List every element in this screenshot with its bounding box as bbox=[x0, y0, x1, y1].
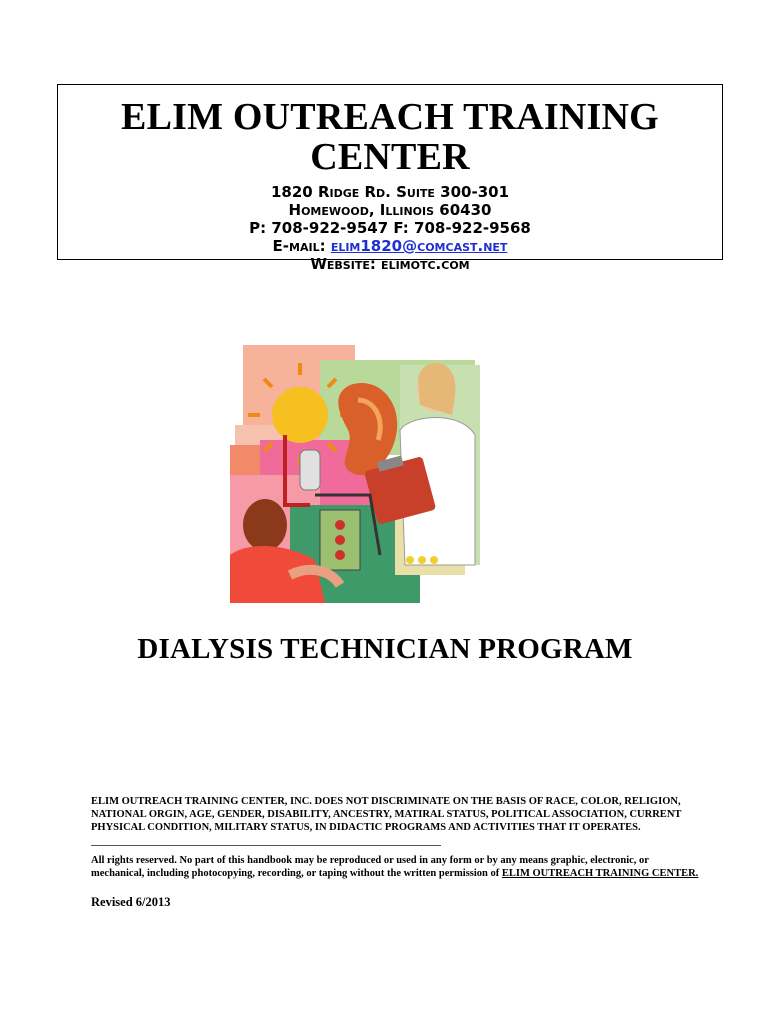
email-link[interactable]: elim1820@comcast.net bbox=[330, 237, 508, 255]
phone-fax: P: 708-922-9547 F: 708-922-9568 bbox=[249, 219, 531, 237]
header-box bbox=[57, 84, 723, 273]
rights-org: ELIM OUTREACH TRAINING CENTER. bbox=[501, 868, 699, 879]
address-line-1: 1820 Ridge Rd. Suite 300-301 bbox=[270, 183, 510, 201]
rights-notice bbox=[91, 854, 701, 880]
address-block bbox=[58, 183, 722, 273]
divider bbox=[91, 845, 441, 846]
rights-text: All rights reserved. No part of this handbook may be reproduced or used in any form or by any means graphic, electronic, or mechanical, including photocopying, recording, or taping without the written permission of bbox=[91, 855, 649, 879]
email-line bbox=[58, 237, 722, 255]
org-title: ELIM OUTREACH TRAINING CENTER bbox=[121, 96, 659, 178]
nondiscrimination-notice: ELIM OUTREACH TRAINING CENTER, INC. DOES NOT DISCRIMINATE ON THE BASIS OF RACE, COLOR, RELIGION, NATIONAL ORGIN, AGE, GENDER, DISABILITY, ANCESTRY, MATIRAL STATUS, POLITICAL ASSOCIATION, CURRENT PHYSICAL CONDITION, MILITARY STATUS, IN DIDACTIC PROGRAMS AND ACTIVITIES THAT IT OPERATES. bbox=[91, 796, 682, 833]
address-line-2: Homewood, Illinois 60430 bbox=[288, 201, 492, 219]
dialysis-clipart bbox=[230, 345, 480, 603]
website-line: Website: elimotc.com bbox=[310, 255, 470, 273]
program-title: DIALYSIS TECHNICIAN PROGRAM bbox=[137, 633, 633, 665]
email-label: E-mail: bbox=[272, 237, 331, 255]
revised-date: Revised 6/2013 bbox=[91, 895, 171, 909]
